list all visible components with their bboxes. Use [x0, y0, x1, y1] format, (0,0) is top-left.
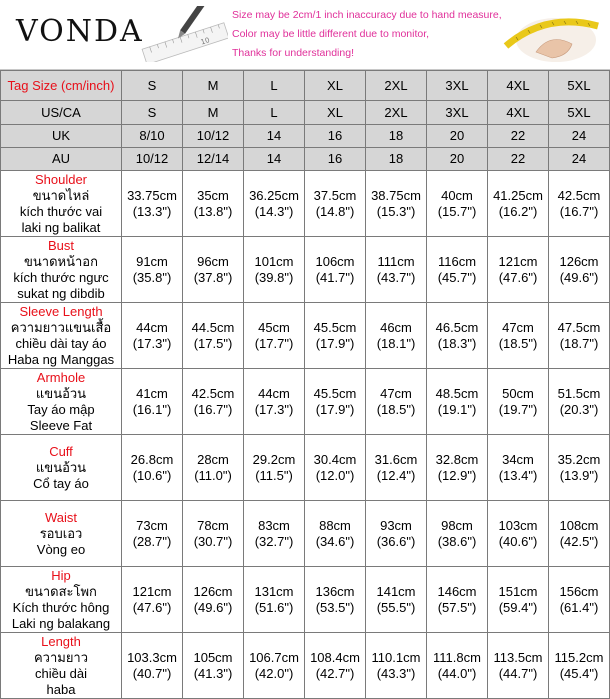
measurement-value-cell: [488, 369, 549, 435]
measurement-value-cell: [122, 303, 183, 369]
value-inch: (61.4"): [559, 599, 599, 615]
value-cm: 36.25cm: [249, 187, 299, 203]
size-conversion-cell: 20: [427, 148, 488, 171]
value-inch: (57.5"): [437, 599, 477, 615]
measurement-row: [1, 171, 610, 237]
size-cell: 4XL: [488, 71, 549, 101]
measurement-value-cell: [244, 633, 305, 699]
measurement-value-cell: [427, 435, 488, 501]
measurement-translation: ขนาดหน้าอก: [24, 253, 98, 269]
value-inch: (32.7"): [254, 533, 294, 549]
value-cm: 30.4cm: [313, 451, 357, 467]
measurement-value-cell: [427, 303, 488, 369]
size-conversion-cell: 22: [488, 148, 549, 171]
size-conversion-cell: 24: [549, 125, 610, 148]
measurement-row: [1, 435, 610, 501]
value-inch: (17.3"): [254, 401, 294, 417]
value-cm: 31.6cm: [374, 451, 418, 467]
value-inch: (17.9"): [315, 335, 355, 351]
measurement-value-cell: [366, 171, 427, 237]
value-inch: (17.5"): [193, 335, 233, 351]
value-cm: 44cm: [258, 385, 290, 401]
measurement-value-cell: [244, 567, 305, 633]
value-inch: (44.7"): [498, 665, 538, 681]
value-inch: (15.7"): [437, 203, 477, 219]
value-cm: 110.1cm: [371, 649, 421, 665]
value-cm: 46cm: [380, 319, 412, 335]
measurement-value-cell: [122, 369, 183, 435]
value-cm: 111cm: [377, 253, 415, 269]
value-cm: 121cm: [132, 583, 172, 599]
value-cm: 32.8cm: [435, 451, 479, 467]
value-cm: 47cm: [380, 385, 412, 401]
value-cm: 50cm: [502, 385, 534, 401]
measurement-value-cell: [244, 501, 305, 567]
measurement-title: Armhole: [36, 369, 86, 385]
value-cm: 48.5cm: [435, 385, 479, 401]
value-cm: 38.75cm: [371, 187, 421, 203]
size-conversion-cell: 8/10: [122, 125, 183, 148]
value-inch: (28.7"): [132, 533, 172, 549]
size-conversion-cell: 4XL: [488, 101, 549, 125]
value-cm: 98cm: [441, 517, 473, 533]
measurement-translation: sukat ng dibdib: [17, 285, 105, 301]
measurement-title: Sleeve Length: [19, 303, 103, 319]
size-cell: M: [183, 71, 244, 101]
measurement-value-cell: [549, 435, 610, 501]
value-cm: 105cm: [193, 649, 233, 665]
measurement-translation: ความยาวแขนเสื้อ: [10, 319, 112, 335]
size-notes: [232, 6, 512, 63]
measurement-label: [1, 171, 122, 237]
value-inch: (17.9"): [315, 401, 355, 417]
value-cm: 44cm: [136, 319, 168, 335]
size-cell: 5XL: [549, 71, 610, 101]
measurement-title: Cuff: [49, 443, 73, 459]
value-cm: 111.8cm: [433, 649, 481, 665]
value-inch: (42.0"): [254, 665, 294, 681]
measurement-translation: chiều dài tay áo: [15, 335, 107, 351]
measurement-translation: kích thước ngưc: [13, 269, 109, 285]
size-conversion-cell: 24: [549, 148, 610, 171]
measurement-translation: kích thước vai: [19, 203, 103, 219]
value-cm: 106cm: [315, 253, 355, 269]
measurement-value-cell: [427, 369, 488, 435]
size-conversion-cell: XL: [305, 101, 366, 125]
measurement-value-cell: [427, 237, 488, 303]
value-inch: (35.8"): [132, 269, 172, 285]
measurement-value-cell: [305, 633, 366, 699]
measurement-value-cell: [549, 633, 610, 699]
value-cm: 73cm: [136, 517, 168, 533]
value-inch: (12.4"): [376, 467, 416, 483]
value-cm: 88cm: [319, 517, 351, 533]
value-cm: 40cm: [441, 187, 473, 203]
value-inch: (59.4"): [498, 599, 538, 615]
measurement-value-cell: [183, 435, 244, 501]
measurement-translation: Haba ng Manggas: [7, 351, 115, 367]
measurement-translation: haba: [46, 681, 76, 697]
value-cm: 93cm: [380, 517, 412, 533]
value-cm: 106.7cm: [249, 649, 299, 665]
measurement-value-cell: [427, 171, 488, 237]
measurement-title: Shoulder: [34, 171, 88, 187]
value-cm: 45.5cm: [313, 319, 357, 335]
value-cm: 34cm: [502, 451, 534, 467]
value-cm: 126cm: [193, 583, 233, 599]
measurement-value-cell: [305, 171, 366, 237]
value-inch: (53.5"): [315, 599, 355, 615]
value-inch: (16.7"): [559, 203, 599, 219]
measurement-value-cell: [122, 567, 183, 633]
value-cm: 29.2cm: [252, 451, 296, 467]
value-cm: 136cm: [315, 583, 355, 599]
ruler-digits: 10: [199, 36, 211, 47]
value-cm: 51.5cm: [557, 385, 601, 401]
size-conversion-cell: 18: [366, 125, 427, 148]
measurement-row: [1, 567, 610, 633]
value-inch: (43.7"): [376, 269, 416, 285]
size-cell: XL: [305, 71, 366, 101]
value-cm: 33.75cm: [127, 187, 177, 203]
measurement-row: [1, 237, 610, 303]
value-cm: 151cm: [498, 583, 538, 599]
size-cell: S: [122, 71, 183, 101]
measurement-value-cell: [366, 633, 427, 699]
measurement-title: Bust: [47, 237, 74, 253]
measurement-label: [1, 369, 122, 435]
measurement-value-cell: [305, 435, 366, 501]
measurement-translation: chiều dài: [34, 665, 88, 681]
value-inch: (42.5"): [559, 533, 599, 549]
size-conversion-cell: 12/14: [183, 148, 244, 171]
value-cm: 115.2cm: [554, 649, 604, 665]
size-conversion-cell: 16: [305, 148, 366, 171]
measurement-value-cell: [305, 501, 366, 567]
measurement-row: [1, 369, 610, 435]
value-cm: 108.4cm: [310, 649, 360, 665]
value-cm: 113.5cm: [493, 649, 543, 665]
value-cm: 146cm: [437, 583, 477, 599]
value-inch: (41.3"): [193, 665, 233, 681]
measurement-value-cell: [549, 501, 610, 567]
value-cm: 103.3cm: [127, 649, 177, 665]
measurement-value-cell: [366, 501, 427, 567]
note-line: Color may be little different due to monitor,: [232, 28, 430, 40]
size-cell: 3XL: [427, 71, 488, 101]
measurement-label: [1, 633, 122, 699]
measurement-value-cell: [427, 567, 488, 633]
measurement-value-cell: [122, 237, 183, 303]
value-inch: (11.0"): [194, 467, 232, 483]
size-conversion-cell: 2XL: [366, 101, 427, 125]
measurement-translation: Tay áo mập: [27, 401, 95, 417]
size-conversion-cell: 5XL: [549, 101, 610, 125]
measurement-value-cell: [549, 237, 610, 303]
value-inch: (55.5"): [376, 599, 416, 615]
value-cm: 46.5cm: [435, 319, 479, 335]
value-inch: (20.3"): [559, 401, 599, 417]
region-label: US/CA: [1, 101, 122, 125]
measurement-translation: ความยาว: [33, 649, 89, 665]
measurement-title: Waist: [44, 509, 78, 525]
measurement-value-cell: [427, 633, 488, 699]
value-inch: (19.7"): [498, 401, 538, 417]
measurement-label: [1, 237, 122, 303]
measurement-value-cell: [122, 435, 183, 501]
value-cm: 121cm: [498, 253, 538, 269]
value-cm: 41cm: [136, 385, 168, 401]
measurement-value-cell: [183, 567, 244, 633]
measurement-translation: ขนาดไหล่: [32, 187, 90, 203]
size-conversion-cell: 3XL: [427, 101, 488, 125]
value-inch: (49.6"): [193, 599, 233, 615]
value-inch: (47.6"): [132, 599, 172, 615]
measurement-value-cell: [122, 501, 183, 567]
value-cm: 28cm: [197, 451, 229, 467]
size-conversion-cell: 14: [244, 125, 305, 148]
measurement-translation: laki ng balikat: [21, 219, 101, 235]
value-cm: 42.5cm: [191, 385, 235, 401]
value-inch: (45.4"): [559, 665, 599, 681]
value-inch: (17.7"): [254, 335, 294, 351]
measurement-value-cell: [244, 237, 305, 303]
measurement-value-cell: [549, 303, 610, 369]
tag-size-label: Tag Size (cm/inch): [1, 71, 122, 101]
value-cm: 47.5cm: [557, 319, 601, 335]
value-cm: 35.2cm: [557, 451, 601, 467]
measurement-translation: Kích thước hông: [12, 599, 110, 615]
value-cm: 91cm: [136, 253, 168, 269]
measurement-value-cell: [122, 171, 183, 237]
measurement-translation: Laki ng balakang: [11, 615, 111, 631]
measurement-translation: Sleeve Fat: [29, 417, 93, 433]
value-cm: 101cm: [254, 253, 294, 269]
measurement-value-cell: [366, 237, 427, 303]
value-cm: 96cm: [197, 253, 229, 269]
measurement-value-cell: [488, 303, 549, 369]
value-inch: (12.0"): [315, 467, 355, 483]
measurement-value-cell: [488, 237, 549, 303]
measurement-value-cell: [244, 369, 305, 435]
measurement-value-cell: [488, 633, 549, 699]
size-conversion-cell: 16: [305, 125, 366, 148]
size-conversion-cell: 10/12: [122, 148, 183, 171]
size-conversion-cell: M: [183, 101, 244, 125]
region-label: UK: [1, 125, 122, 148]
measurement-translation: Cổ tay áo: [33, 475, 89, 491]
value-cm: 47cm: [502, 319, 534, 335]
value-inch: (13.8"): [193, 203, 233, 219]
region-label: AU: [1, 148, 122, 171]
pen-ruler-illustration: [138, 6, 228, 62]
value-inch: (49.6"): [559, 269, 599, 285]
measurement-value-cell: [244, 303, 305, 369]
value-cm: 126cm: [559, 253, 599, 269]
measurement-value-cell: [183, 501, 244, 567]
measurement-label: [1, 303, 122, 369]
measurement-value-cell: [305, 303, 366, 369]
size-chart-table: [0, 70, 610, 699]
measurement-value-cell: [183, 633, 244, 699]
value-inch: (16.7"): [193, 401, 233, 417]
measurement-value-cell: [305, 567, 366, 633]
size-conversion-cell: 20: [427, 125, 488, 148]
measurement-value-cell: [488, 567, 549, 633]
value-cm: 45.5cm: [313, 385, 357, 401]
size-conversion-cell: 10/12: [183, 125, 244, 148]
value-cm: 44.5cm: [191, 319, 235, 335]
size-conversion-row: [1, 148, 610, 171]
size-cell: L: [244, 71, 305, 101]
measurement-row: [1, 633, 610, 699]
measurement-translation: รอบเอว: [39, 525, 83, 541]
value-inch: (51.6"): [254, 599, 294, 615]
value-cm: 41.25cm: [493, 187, 543, 203]
value-inch: (36.6"): [376, 533, 416, 549]
measurement-value-cell: [549, 171, 610, 237]
measurement-label: [1, 435, 122, 501]
value-cm: 103cm: [498, 517, 538, 533]
value-inch: (16.2"): [498, 203, 538, 219]
value-inch: (13.3"): [132, 203, 172, 219]
value-inch: (13.4"): [498, 467, 538, 483]
value-inch: (18.1"): [376, 335, 416, 351]
size-conversion-cell: 14: [244, 148, 305, 171]
measurement-value-cell: [549, 369, 610, 435]
measurement-value-cell: [366, 435, 427, 501]
measurement-value-cell: [305, 237, 366, 303]
measurement-value-cell: [366, 567, 427, 633]
value-inch: (18.5"): [376, 401, 416, 417]
value-cm: 78cm: [197, 517, 229, 533]
value-inch: (34.6"): [315, 533, 355, 549]
measurement-translation: ขนาดสะโพก: [25, 583, 97, 599]
value-inch: (18.5"): [498, 335, 538, 351]
value-cm: 42.5cm: [557, 187, 601, 203]
measurement-value-cell: [183, 369, 244, 435]
value-cm: 45cm: [258, 319, 290, 335]
value-inch: (11.5"): [255, 467, 293, 483]
measurement-translation: Vòng eo: [36, 541, 86, 557]
size-conversion-row: [1, 101, 610, 125]
measurement-value-cell: [488, 501, 549, 567]
measurement-translation: แขนอ้วน: [35, 385, 87, 401]
value-cm: 116cm: [437, 253, 477, 269]
measurement-label: [1, 567, 122, 633]
value-inch: (19.1"): [437, 401, 477, 417]
value-cm: 141cm: [376, 583, 416, 599]
value-inch: (37.8"): [193, 269, 233, 285]
measurement-title: Length: [41, 633, 81, 649]
measurement-value-cell: [366, 369, 427, 435]
value-cm: 131cm: [254, 583, 294, 599]
value-cm: 108cm: [559, 517, 599, 533]
measurement-value-cell: [549, 567, 610, 633]
note-line: Size may be 2cm/1 inch inaccuracy due to hand measure,: [232, 9, 502, 21]
value-inch: (14.3"): [254, 203, 294, 219]
measurement-label: [1, 501, 122, 567]
measurement-value-cell: [183, 171, 244, 237]
measurement-row: [1, 501, 610, 567]
size-conversion-cell: 22: [488, 125, 549, 148]
measurement-title: Hip: [51, 567, 71, 583]
size-chart-body: [1, 71, 610, 699]
value-inch: (18.7"): [559, 335, 599, 351]
measurement-value-cell: [244, 171, 305, 237]
value-inch: (13.9"): [559, 467, 599, 483]
brand-logo: VONDA: [16, 14, 144, 49]
value-cm: 156cm: [559, 583, 599, 599]
note-line: Thanks for understanding!: [232, 47, 354, 59]
size-cell: 2XL: [366, 71, 427, 101]
measurement-value-cell: [183, 237, 244, 303]
value-cm: 35cm: [197, 187, 229, 203]
value-inch: (45.7"): [437, 269, 477, 285]
header-banner: [0, 0, 610, 70]
value-cm: 83cm: [258, 517, 290, 533]
value-inch: (12.9"): [437, 467, 477, 483]
measurement-translation: แขนอ้วน: [35, 459, 87, 475]
value-inch: (47.6"): [498, 269, 538, 285]
value-inch: (17.3"): [132, 335, 172, 351]
value-inch: (10.6"): [132, 467, 172, 483]
measurement-value-cell: [122, 633, 183, 699]
size-conversion-cell: 18: [366, 148, 427, 171]
measurement-value-cell: [488, 435, 549, 501]
measurement-row: [1, 303, 610, 369]
value-inch: (41.7"): [315, 269, 355, 285]
measurement-value-cell: [305, 369, 366, 435]
measurement-value-cell: [488, 171, 549, 237]
measuring-tape-icon: [486, 4, 608, 66]
value-inch: (30.7"): [193, 533, 233, 549]
value-inch: (14.8"): [315, 203, 355, 219]
value-inch: (40.7"): [132, 665, 172, 681]
measurement-value-cell: [244, 435, 305, 501]
size-conversion-row: [1, 125, 610, 148]
size-conversion-cell: L: [244, 101, 305, 125]
value-inch: (40.6"): [498, 533, 538, 549]
value-inch: (15.3"): [376, 203, 416, 219]
value-inch: (44.0"): [437, 665, 477, 681]
value-inch: (38.6"): [437, 533, 477, 549]
value-cm: 37.5cm: [313, 187, 357, 203]
measurement-value-cell: [366, 303, 427, 369]
value-inch: (16.1"): [132, 401, 172, 417]
value-inch: (18.3"): [437, 335, 477, 351]
value-inch: (43.3"): [376, 665, 416, 681]
measurement-value-cell: [427, 501, 488, 567]
size-header-row: [1, 71, 610, 101]
size-conversion-cell: S: [122, 101, 183, 125]
value-inch: (39.8"): [254, 269, 294, 285]
measurement-value-cell: [183, 303, 244, 369]
value-cm: 26.8cm: [130, 451, 174, 467]
value-inch: (42.7"): [315, 665, 355, 681]
